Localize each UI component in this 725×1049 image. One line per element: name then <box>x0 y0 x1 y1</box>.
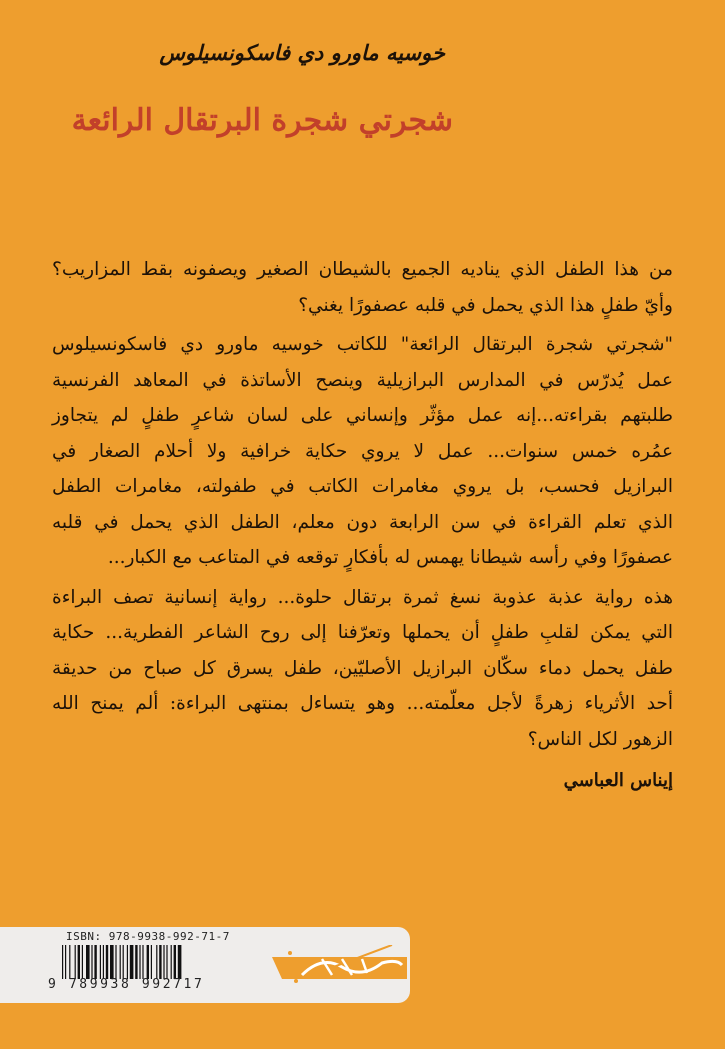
blurb-line: هذه رواية عذبة عذوبة نسغ ثمرة برتقال حلوة... رواية إنسانية تصف البراءة <box>52 586 673 608</box>
barcode-digits: 9 789938 992717 <box>48 977 205 992</box>
barcode-bar <box>151 945 152 979</box>
barcode-bar <box>163 945 164 979</box>
barcode-bar <box>78 945 80 979</box>
barcode-bar <box>100 945 101 979</box>
barcode-bar <box>127 945 128 979</box>
book-author: خوسيه ماورو دي فاسكونسيلوس <box>159 40 445 65</box>
blurb-line: "شجرتي شجرة البرتقال الرائعة" للكاتب خوسيه ماورو دي فاسكونسيلوس <box>52 334 673 355</box>
barcode-bar <box>139 945 140 979</box>
publisher-logo <box>272 945 407 985</box>
barcode-bar <box>159 945 161 979</box>
blurb-line: من هذا الطفل الذي يناديه الجميع بالشيطان الصغير ويصفونه بقط المزاريب؟ <box>52 259 673 280</box>
barcode-bar <box>75 945 76 979</box>
barcode-bar <box>65 945 66 979</box>
blurb-line: طفل يحمل دماء سكّان البرازيل الأصليّين، طفل يسرق كل صباح من حديقة <box>52 657 673 679</box>
barcode-bar <box>69 945 70 979</box>
blurb-line: أحد الأثرياء زهرةً لأجل معلّمته... وهو يتساءل بمنتهى البراءة: ألم يمنح الله <box>52 693 673 714</box>
barcode-bar <box>86 945 90 979</box>
barcode-bar <box>166 945 167 979</box>
barcode-bar <box>171 945 172 979</box>
barcode-bar <box>94 945 96 979</box>
barcode-bar <box>147 945 149 979</box>
barcode-bar <box>178 945 182 979</box>
blurb-line: البرازيل فحسب، بل يروي مغامرات الكاتب في طفولته، مغامرات الطفل <box>52 476 673 497</box>
blurb <box>52 252 673 757</box>
blurb-line: التي يمكن لقلبِ طفلٍ أن يحملها وتعرّفنا إلى روح الشاعر الفطرية... حكاية <box>52 622 673 643</box>
barcode-bar <box>106 945 108 979</box>
blurb-line: عمل يُدرّس في المدارس البرازيلية وينصح الأساتذة في المعاهد الفرنسية <box>52 369 673 391</box>
barcode-bar <box>62 945 63 979</box>
barcode-bar <box>82 945 83 979</box>
blurb-line: طلبتهم بقراءته...إنه عمل مؤثّر وإنساني على لسان شاعرٍ طفلٍ لم يتجاوز <box>52 405 673 426</box>
barcode-bar <box>123 945 124 979</box>
signature: إيناس العباسي <box>563 770 673 791</box>
barcode-bar <box>103 945 104 979</box>
barcode-strip <box>0 927 410 1003</box>
barcode-bar <box>174 945 176 979</box>
barcode-bar <box>110 945 114 979</box>
barcode-bar <box>156 945 157 979</box>
blurb-line: الذي تعلم القراءة في سن الرابعة دون معلم، الطفل الذي يحمل في قلبه <box>52 511 673 533</box>
barcode-bar <box>91 945 92 979</box>
isbn-label: ISBN: 978-9938-992-71-7 <box>66 930 230 943</box>
blurb-line: عصفورًا وفي رأسه شيطانا يهمس له بأفكارٍ توقعه في المتاعب مع الكبار... <box>107 547 673 568</box>
barcode-bar <box>142 945 143 979</box>
blurb-line: وأيّ طفلٍ هذا الذي يحمل في قلبه عصفورًا يغني؟ <box>298 294 673 316</box>
blurb-line: الزهور لكل الناس؟ <box>527 728 673 750</box>
barcode-bar <box>135 945 137 979</box>
blurb-line: عمُره خمس سنوات... عمل لا يروي حكاية خرافية ولا أحلام الصغار في <box>52 440 673 462</box>
barcode-bar <box>115 945 116 979</box>
barcode-bar <box>120 945 121 979</box>
barcode-bar <box>130 945 134 979</box>
book-title: شجرتي شجرة البرتقال الرائعة <box>71 103 453 138</box>
